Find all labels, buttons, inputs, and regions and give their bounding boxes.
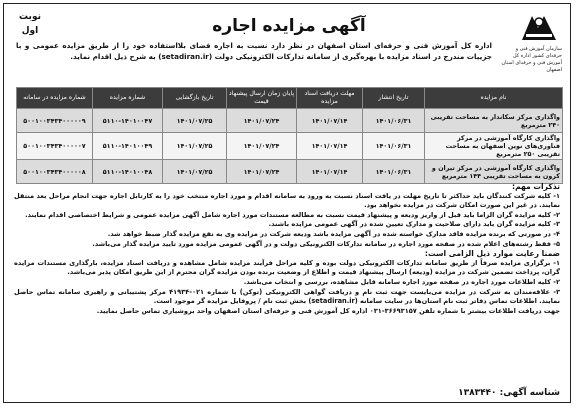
column-header: نام مزایده <box>425 88 563 109</box>
round-label: نوبت اول <box>19 12 41 36</box>
column-header: تاریخ انتشار <box>363 88 425 109</box>
table-cell: واگذاری مرکز سکاندار به مساحت تقریبی ۲۴۰ مترمربع <box>425 109 563 133</box>
table-cell: ۱۴۰۱/۰۷/۲۴ <box>227 109 297 133</box>
table-cell: ۱۴۰۱/۰۷/۲۵ <box>163 109 227 133</box>
requirement-item: ۱- برگزاری مزایده صرفاً از طریق سامانه تدارکات الکترونیکی دولت بوده و کلیه مراحل فرآیند مزایده شامل مشاهده و دریافت اسناد مزایده، بارگذاری مستندات مزایده گران، پرداخت تضمین شرکت در مزایده (ودیعه) ارسال پیشنهاد قیمت و اطلاع از وضعیت برنده بودن مزایده گران محترم از این طریق امکان پذیر می‌باشد. <box>14 258 560 277</box>
column-header: تاریخ بازگشایی <box>163 88 227 109</box>
table-cell: ۱۴۰۱/۰۷/۱۴ <box>297 109 363 133</box>
table-cell: ۱۴۰۱/۰۷/۲۵ <box>163 133 227 160</box>
table-cell: ۵۱۱۰-۱۴۰۱۰۰۴۹ <box>93 133 163 160</box>
table-row <box>17 160 563 184</box>
table-cell: ۱۴۰۱/۰۷/۲۴ <box>227 133 297 160</box>
table-cell: واگذاری کارگاه آموزشی در مرکز فناوری‌های نوین اصفهان به مساحت تقریبی ۲۵۰ مترمربع <box>425 133 563 160</box>
table-cell: ۱۴۰۱/۰۷/۲۴ <box>227 160 297 184</box>
table-cell: واگذاری کارگاه آموزشی در مرکز تیران و کرون به مساحت تقریبی ۱۴۴ مترمربع <box>425 160 563 184</box>
table-cell: ۱۴۰۱/۰۷/۱۴ <box>297 160 363 184</box>
column-header: پایان زمان ارسال پیشنهاد قیمت <box>227 88 297 109</box>
table-cell: ۱۴۰۱/۰۶/۳۱ <box>363 133 425 160</box>
requirement-item: ۳- علاقه‌مندان به شرکت در مزایده می‌بایست جهت ثبت نام و دریافت گواهی الکترونیکی (توکن) با شماره ۰۲۱-۴۱۹۳۴ مرکز پشتیبانی و راهبری سامانه تماس حاصل نمایند. اطلاعات تماس دفاتر ثبت نام استان‌ها در سایت سامانه (setadiran.ir) بخش ثبت نام / پروفایل مزایده گر موجود است. <box>14 287 560 306</box>
ad-page <box>3 3 571 403</box>
requirement-item: ۲- کلیه اطلاعات مورد اجاره در صفحه مورد اجاره سامانه قابل مشاهده، بررسی و انتخاب می‌باشد. <box>243 277 560 286</box>
table-cell: ۱۴۰۱/۰۷/۱۴ <box>297 133 363 160</box>
table-cell: ۵۰۰۱۰۰۳۴۳۴۰۰۰۰۰۷ <box>17 133 93 160</box>
table-cell: ۱۴۰۱/۰۷/۲۵ <box>163 160 227 184</box>
column-header: شماره مزایده <box>93 88 163 109</box>
table-header-row <box>17 88 563 109</box>
table-cell: ۵۰۰۱۰۰۳۴۳۴۰۰۰۰۰۹ <box>17 109 93 133</box>
note-item: ۳- کلیه مزایده گران باید دارای صلاحیت و مدارک تعیین شده در آگهی عمومی مزایده باشند. <box>268 220 560 229</box>
table-cell: ۱۴۰۱/۰۶/۳۱ <box>363 109 425 133</box>
table-cell: ۵۱۱۰-۱۴۰۱۰۰۴۷ <box>93 109 163 133</box>
note-item: ۵- فقط رشته‌های اعلام شده در صفحه مورد اجاره در سامانه تدارکات الکترونیکی دولت و در آگهی عمومی مزایده مورد تایید مزایده گذار می‌باشد. <box>92 239 560 248</box>
requirements-heading: ضمنا رعایت موارد ذیل الزامی است: <box>424 249 560 259</box>
note-item: ۴- در صورتی که برنده مزایده فاقد مدارک خواسته شده در آگهی مزایده باشد ودیعه شرکت در مزایده وی به نفع مزایده گذار ضبط خواهد شد. <box>107 229 560 238</box>
intro-paragraph: اداره کل آموزش فنی و حرفه‌ای استان اصفهان در نظر دارد نسبت به اجاره فضای بلااستفاده خود را از طریق مزایده عمومی و با جزییات مندرج در اسناد مزایده با بهره‌گیری از سامانه تدارکات الکترونیکی دولت (setadiran.ir) به شرح ذیل اقدام نماید. <box>16 41 492 61</box>
notes-heading: تذکرات مهم: <box>512 182 560 191</box>
table-cell: ۱۴۰۱/۰۶/۳۱ <box>363 160 425 184</box>
page-title: آگهی مزایده اجاره <box>212 16 366 36</box>
table-cell: ۵۰۰۱۰۰۳۴۳۴۰۰۰۰۰۸ <box>17 160 93 184</box>
requirement-item: جهت دریافت اطلاعات بیشتر با شماره تلفن ۳۶۶۹۳۱۵۷-۰۳۱ اداره کل آموزش فنی و حرفه‌ای استان اصفهان واحد بروشیاری تماس حاصل نمایید. <box>96 306 560 315</box>
note-item: ۱- کلیه شرکت کنندگان باید حداکثر تا تاریخ مهلت در یافت اسناد نسبت به ورود به سامانه اقدام و مورد اجاره منتخب خود را به کارتابل اجاره جهت انجام مراحل بعد منتقل نمایند. در غیر این صورت امکان شرکت در مزایده نخواهد بود. <box>14 191 560 210</box>
table-row <box>17 133 563 160</box>
column-header: مهلت دریافت اسناد مزایده <box>297 88 363 109</box>
auction-table <box>16 87 563 184</box>
table-cell: ۵۱۱۰-۱۴۰۱۰۰۴۸ <box>93 160 163 184</box>
organization-logo-icon <box>518 10 560 44</box>
note-item: ۲- کلیه مزایده گران الزاما باید قبل از واریز ودیعه و پیشنهاد قیمت نسبت به مطالعه مستندات مورد اجاره شامل آگهی مزایده عمومی و شرایط اختصاصی اقدام نمایند. <box>25 210 560 219</box>
organization-name: سازمان آموزش فنی و حرفه‌ای کشور اداره کل آموزش فنی و حرفه‌ای استان اصفهان <box>501 46 562 73</box>
ad-id: شناسه آگهی: ۱۳۸۳۴۴۰ <box>458 388 560 398</box>
table-row <box>17 109 563 133</box>
column-header: شماره مزایده در سامانه <box>17 88 93 109</box>
notes-section <box>14 182 560 316</box>
